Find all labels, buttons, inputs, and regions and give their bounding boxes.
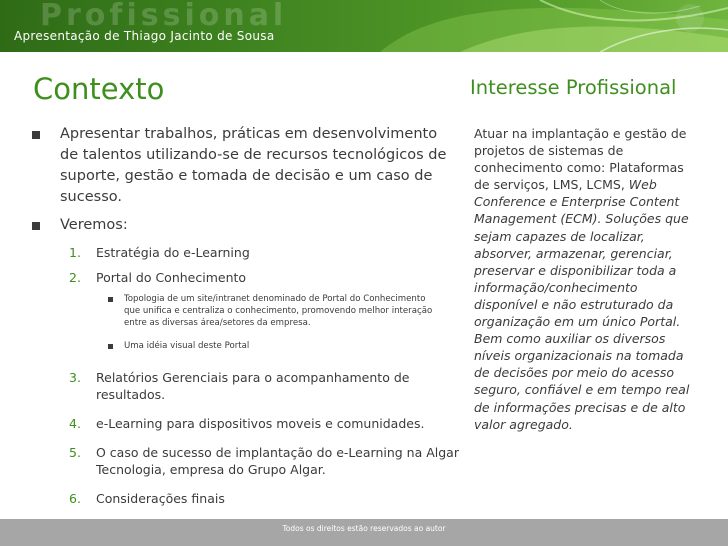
- bullet-item: [32, 124, 452, 208]
- bullet-text: Apresentar trabalhos, práticas em desenvolvimento de talentos utilizando-se de recursos tecnológicos de suporte, gestão e tomada de decisão e um caso de sucesso.: [60, 126, 447, 205]
- list-item: [69, 369, 461, 403]
- context-title: Contexto: [33, 72, 165, 106]
- footer-bar: [0, 519, 728, 546]
- list-item: [69, 444, 469, 478]
- list-number: 4.: [69, 416, 81, 431]
- context-content: [32, 124, 459, 507]
- list-item: [69, 269, 452, 286]
- bullet-item: [32, 215, 452, 236]
- list-text: Considerações finais: [96, 491, 225, 506]
- list-number: 5.: [69, 445, 81, 460]
- header-banner: [0, 0, 728, 52]
- square-bullet-icon: [32, 131, 40, 139]
- bullet-text: Veremos:: [60, 217, 128, 233]
- list-text: O caso de sucesso de implantação do e-Learning na Algar Tecnologia, empresa do Grupo Algar.: [96, 445, 459, 477]
- list-number: 1.: [69, 245, 81, 260]
- list-number: 3.: [69, 370, 81, 385]
- square-bullet-icon: [108, 344, 113, 349]
- sub-list-text: Uma idéia visual deste Portal: [124, 341, 250, 351]
- list-item: [69, 415, 452, 432]
- list-text: Estratégia do e-Learning: [96, 245, 250, 260]
- square-bullet-icon: [32, 222, 40, 230]
- list-text: Portal do Conhecimento: [96, 270, 247, 285]
- sub-list-text: Topologia de um site/intranet denominado de Portal do Conhecimento que unifica e centraliza o conhecimento, promovendo melhor interação entre as diversas área/setores da empresa.: [124, 294, 433, 328]
- list-text: e-Learning para dispositivos moveis e comunidades.: [96, 416, 425, 431]
- list-item: [69, 244, 452, 261]
- sub-list-item: [108, 293, 452, 329]
- interest-text-italic: Web Conference e Enterprise Content Management (ECM). Soluções que sejam capazes de localizar, absorver, armazenar, gerenciar, preservar e disponibilizar toda a informação/conhecimento disponível e não estruturado da organização em um único Portal. Bem como auxiliar os diversos níveis organizacionais na tomada de decisões por meio do acesso seguro, confiável e em tempo real de informações precisas e de alto valor agregado.: [474, 177, 690, 432]
- professional-interest-title: Interesse Profissional: [470, 76, 677, 99]
- list-number: 2.: [69, 270, 81, 285]
- professional-interest-text: [474, 125, 694, 433]
- square-bullet-icon: [108, 297, 113, 302]
- interest-text-plain: Atuar na implantação e gestão de projetos de sistemas de conhecimento como: Plataformas de serviços, LMS, LCMS,: [474, 126, 687, 193]
- presentation-subtitle: Apresentação de Thiago Jacinto de Sousa: [14, 29, 275, 43]
- header-watermark: Profissional: [40, 0, 288, 33]
- copyright-text: Todos os direitos estão reservados ao autor: [282, 524, 446, 533]
- list-item: [69, 490, 452, 507]
- list-number: 6.: [69, 491, 81, 506]
- list-text: Relatórios Gerenciais para o acompanhamento de resultados.: [96, 370, 410, 402]
- sub-list-item: [108, 340, 452, 352]
